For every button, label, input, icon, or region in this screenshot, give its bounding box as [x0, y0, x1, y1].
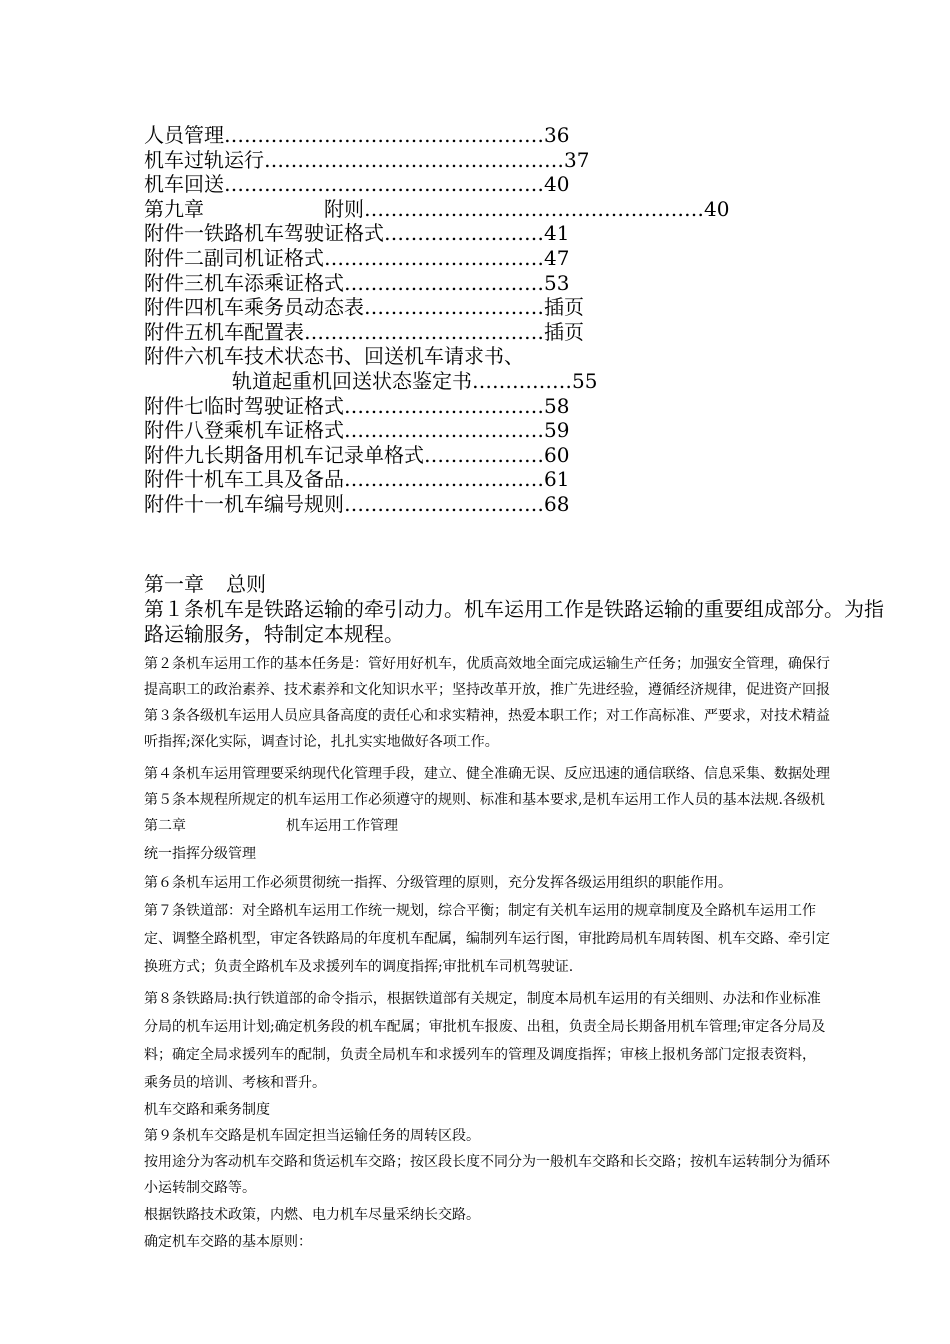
toc-entry: 附件六机车技术状态书、回送机车请求书、 — [144, 344, 524, 369]
toc-entry: 附件十机车工具及备品…………………………61 — [144, 467, 570, 492]
section-heading: 统一指挥分级管理 — [144, 846, 256, 862]
paragraph: 确定机车交路的基本原则： — [144, 1234, 312, 1250]
toc-entry: 附件五机车配置表………………………………插页 — [144, 319, 584, 344]
article-5: 第５条本规程所规定的机车运用工作必须遵守的规则、标准和基本要求,是机车运用工作人员的基本法规.各级机 — [144, 792, 825, 808]
article-1: 第１条机车是铁路运输的牵引动力。机车运用工作是铁路运输的重要组成部分。为指 路运输服务，特制定本规程。 — [144, 597, 884, 646]
toc-chapter-label: 第九章 — [144, 196, 204, 221]
chapter-heading: 第二章 机车运用工作管理 — [144, 818, 398, 834]
section-heading: 机车交路和乘务制度 — [144, 1102, 270, 1118]
toc-entry: 附件七临时驾驶证格式…………………………58 — [144, 393, 570, 418]
toc-entry: 附件一铁路机车驾驶证格式……………………41 — [144, 221, 570, 246]
article-6: 第６条机车运用工作必须贯彻统一指挥、分级管理的原则，充分发挥各级运用组织的职能作用。 — [144, 875, 732, 891]
document-body — [144, 572, 950, 1255]
article-4: 第４条机车运用管理要采纳现代化管理手段，建立、健全准确无误、反应迅速的通信联络、信息采集、数据处理 — [144, 766, 830, 782]
article-9: 第９条机车交路是机车固定担当运输任务的周转区段。 — [144, 1128, 480, 1144]
chapter-heading: 第一章 总则 — [144, 572, 266, 596]
table-of-contents — [144, 123, 729, 517]
toc-entry: 第九章 附则……………………………………………40 — [144, 196, 730, 221]
toc-entry: 附件二副司机证格式……………………………47 — [144, 245, 570, 270]
article-3: 第３条各级机车运用人员应具备高度的责任心和求实精神，热爱本职工作；对工作高标准、严要求，对技术精益 听指挥;深化实际，调查讨论，扎扎实实地做好各项工作。 — [144, 708, 830, 750]
toc-entry: 轨道起重机回送状态鉴定书……………55 — [232, 368, 598, 393]
toc-entry: 机车过轨运行………………………………………37 — [144, 147, 590, 172]
article-8: 第８条铁路局:执行铁道部的命令指示，根据铁道部有关规定，制度本局机车运用的有关细则、办法和作业标准 分局的机车运用计划;确定机务段的机车配属；审批机车报废、出租，负责全局长期备用机车管理;审定各分局及 料；确定全局求援列车的配制，负责全局机车和求援列车的管理及调度指挥；审核上报机务部门定报表资料， 乘务员的培训、考核和晋升。 — [144, 991, 826, 1091]
toc-entry: 附件三机车添乘证格式…………………………53 — [144, 270, 570, 295]
article-2: 第２条机车运用工作的基本任务是：管好用好机车，优质高效地全面完成运输生产任务；加强安全管理，确保行 提高职工的政治素养、技术素养和文化知识水平；坚持改革开放，推广先进经验，遵循经济规律，促进资产回报 — [144, 656, 830, 698]
toc-entry: 机车回送…………………………………………40 — [144, 172, 570, 197]
toc-entry: 附件八登乘机车证格式…………………………59 — [144, 418, 570, 443]
toc-entry: 附件十一机车编号规则…………………………68 — [144, 491, 570, 516]
paragraph: 根据铁路技术政策，内燃、电力机车尽量采纳长交路。 — [144, 1207, 480, 1223]
toc-entry: 附件九长期备用机车记录单格式………………60 — [144, 442, 570, 467]
paragraph: 按用途分为客动机车交路和货运机车交路；按区段长度不同分为一般机车交路和长交路；按机车运转制分为循环 小运转制交路等。 — [144, 1154, 830, 1196]
toc-entry: 人员管理…………………………………………36 — [144, 123, 570, 147]
toc-entry: 附件四机车乘务员动态表………………………插页 — [144, 295, 584, 320]
article-7: 第７条铁道部：对全路机车运用工作统一规划，综合平衡；制定有关机车运用的规章制度及全路机车运用工作 定、调整全路机型，审定各铁路局的年度机车配属，编制列车运行图，审批跨局机车周转图、机车交路、牵引定 换班方式；负责全路机车及求援列车的调度指挥;审批机车司机驾驶证. — [144, 903, 830, 975]
